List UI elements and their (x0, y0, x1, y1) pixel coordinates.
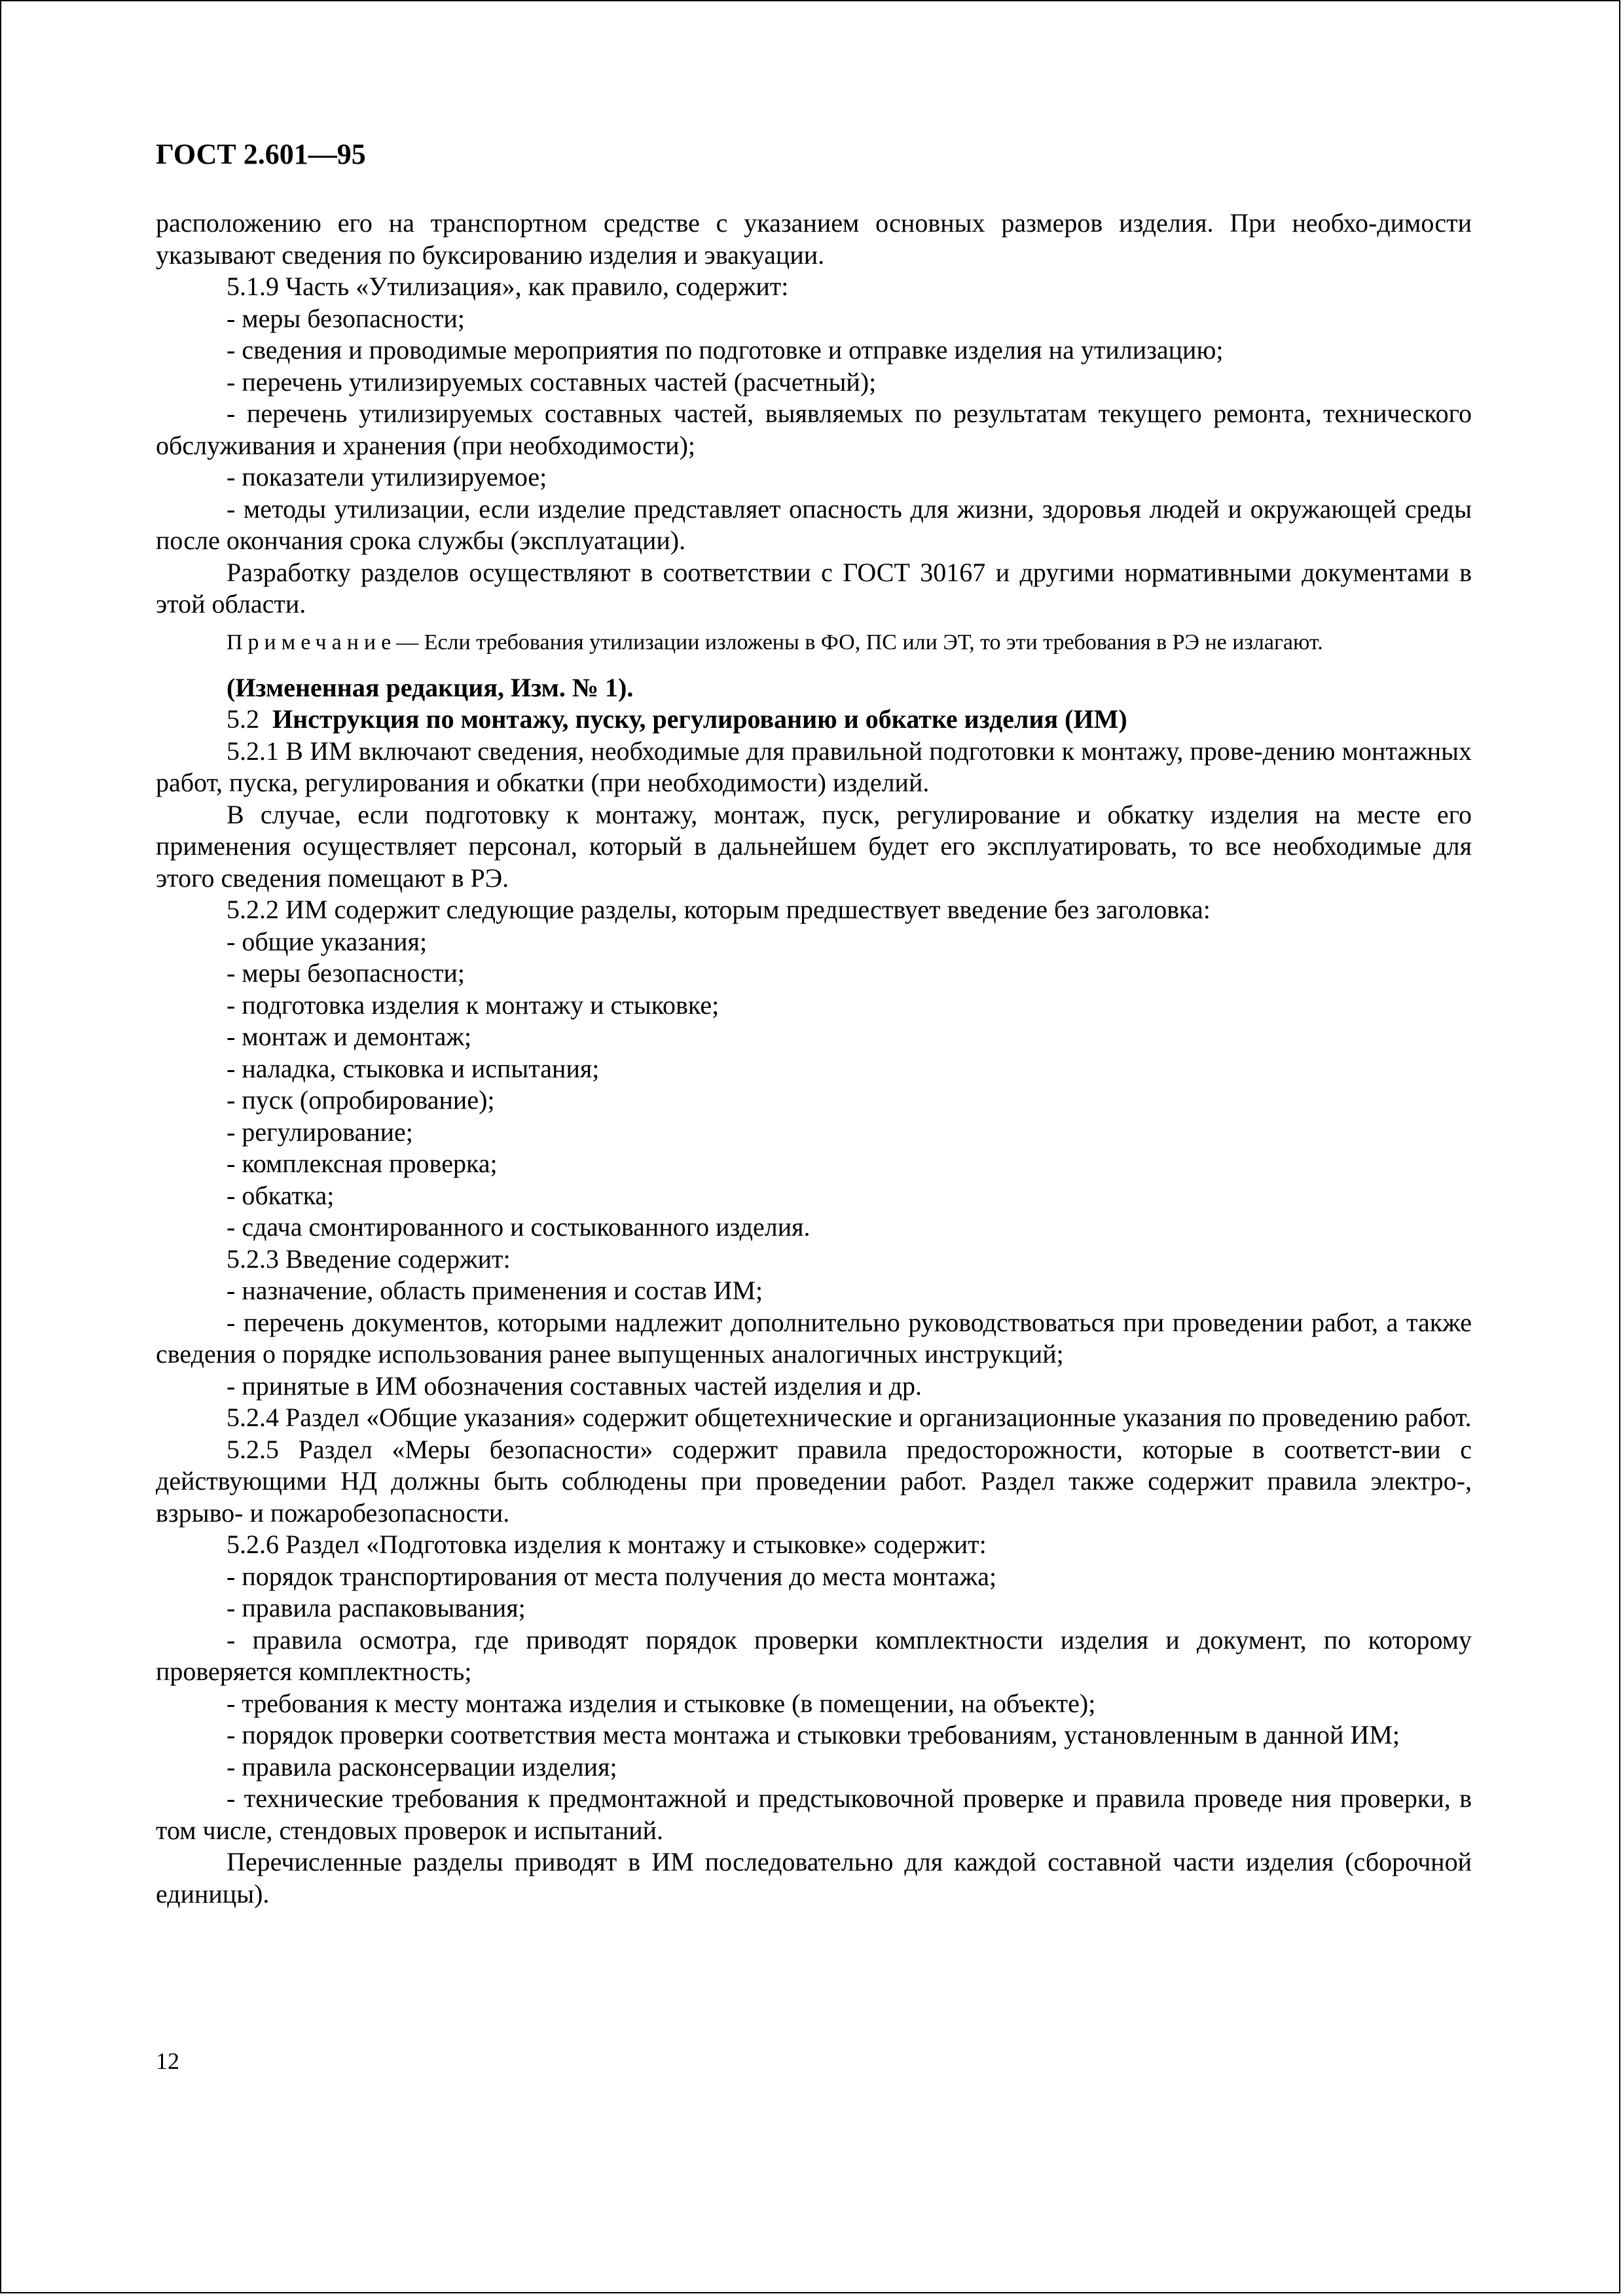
note (156, 629, 1472, 656)
paragraph: В случае, если подготовку к монтажу, монтаж, пуск, регулирование и обкатку изделия на месте его применения осуществляет персонал, который в дальнейшем будет его эксплуатировать, то все необходимые для этого сведения помещают в РЭ. (156, 799, 1472, 893)
clause-5-2-3: 5.2.3 Введение содержит: (227, 1244, 511, 1274)
list-item: - порядок проверки соответствия места монтажа и стыковки требованиям, установленным в данной ИМ; (227, 1720, 1400, 1749)
clause-5-1-9: 5.1.9 Часть «Утилизация», как правило, содержит: (227, 272, 789, 301)
list-item: - подготовка изделия к монтажу и стыковке; (227, 990, 720, 1020)
list-item: - пуск (опробирование); (227, 1085, 495, 1115)
note-label: Примечание (227, 630, 397, 655)
list-item: - комплексная проверка; (227, 1149, 498, 1178)
list-item: - правила осмотра, где приводят порядок проверки комплектности изделия и документ, по которому проверяется комплектность; (156, 1624, 1472, 1686)
list-item: - монтаж и демонтаж; (227, 1022, 472, 1051)
note-text: — Если требования утилизации изложены в ФО, ПС или ЭТ, то эти требования в РЭ не излагают. (396, 630, 1323, 655)
list-item: - порядок транспортирования от места получения до места монтажа; (227, 1561, 997, 1591)
list-item: - меры безопасности; (227, 303, 465, 333)
section-title: Инструкция по монтажу, пуску, регулированию и обкатке изделия (ИМ) (272, 704, 1127, 734)
section-number: 5.2 (227, 704, 259, 734)
list-item: - перечень утилизируемых составных частей (расчетный); (227, 367, 877, 397)
paragraph: Разработку разделов осуществляют в соответствии с ГОСТ 30167 и другими нормативными документами в этой области. (156, 557, 1472, 619)
list-item: - назначение, область применения и состав ИМ; (227, 1276, 763, 1305)
document-body (156, 207, 1472, 1910)
clause-5-2-1: 5.2.1 В ИМ включают сведения, необходимые для правильной подготовки к монтажу, прове-дению монтажных работ, пуска, регулирования и обкатки (при необходимости) изделий. (156, 736, 1472, 797)
clause-5-2-5: 5.2.5 Раздел «Меры безопасности» содержит правила предосторожности, которые в соответст-вии с действующими НД должны быть соблюдены при проведении работ. Раздел также содержит правила электро-, взрыво- и пожаробезопасности. (156, 1434, 1472, 1528)
amendment-note: (Измененная редакция, Изм. № 1). (227, 672, 634, 702)
paragraph: Перечисленные разделы приводят в ИМ последовательно для каждой составной части изделия (сборочной единицы). (156, 1847, 1472, 1909)
list-item: - наладка, стыковка и испытания; (227, 1053, 600, 1083)
list-item: - технические требования к предмонтажной и предстыковочной проверке и правила проведе ния проверки, в том числе, стендовых проверок и испытаний. (156, 1784, 1472, 1845)
list-item: - принятые в ИМ обозначения составных частей изделия и др. (227, 1371, 922, 1401)
list-item: - общие указания; (227, 926, 428, 956)
document-header: ГОСТ 2.601—95 (156, 138, 366, 170)
list-item: - обкатка; (227, 1180, 335, 1210)
paragraph-continuation: расположению его на транспортном средстве с указанием основных размеров изделия. При необхо-димости указывают сведения по буксированию изделия и эвакуации. (156, 208, 1472, 270)
section-heading (156, 704, 1472, 736)
clause-5-2-4: 5.2.4 Раздел «Общие указания» содержит общетехнические и организационные указания по проведению работ. (227, 1403, 1472, 1432)
list-item: - правила расконсервации изделия; (227, 1751, 617, 1782)
list-item: - сведения и проводимые мероприятия по подготовке и отправке изделия на утилизацию; (227, 335, 1224, 365)
list-item: - правила распаковывания; (227, 1593, 526, 1623)
list-item: - сдача смонтированного и состыкованного изделия. (227, 1212, 811, 1242)
list-item: - регулирование; (227, 1117, 413, 1147)
list-item: - требования к месту монтажа изделия и стыковке (в помещении, на объекте); (227, 1688, 1096, 1718)
clause-5-2-2: 5.2.2 ИМ содержит следующие разделы, которым предшествует введение без заголовка: (227, 895, 1211, 924)
list-item: - меры безопасности; (227, 958, 465, 988)
clause-5-2-6: 5.2.6 Раздел «Подготовка изделия к монтажу и стыковке» содержит: (227, 1530, 987, 1559)
list-item: - показатели утилизируемое; (227, 462, 547, 492)
list-item: - методы утилизации, если изделие представляет опасность для жизни, здоровья людей и окружающей среды после окончания срока службы (эксплуатации). (156, 493, 1472, 555)
page-number: 12 (156, 2048, 179, 2074)
list-item: - перечень утилизируемых составных частей, выявляемых по результатам текущего ремонта, технического обслуживания и хранения (при необходимости); (156, 399, 1472, 460)
list-item: - перечень документов, которыми надлежит дополнительно руководствоваться при проведении работ, а также сведения о порядке использования ранее выпущенных аналогичных инструкций; (156, 1307, 1472, 1369)
